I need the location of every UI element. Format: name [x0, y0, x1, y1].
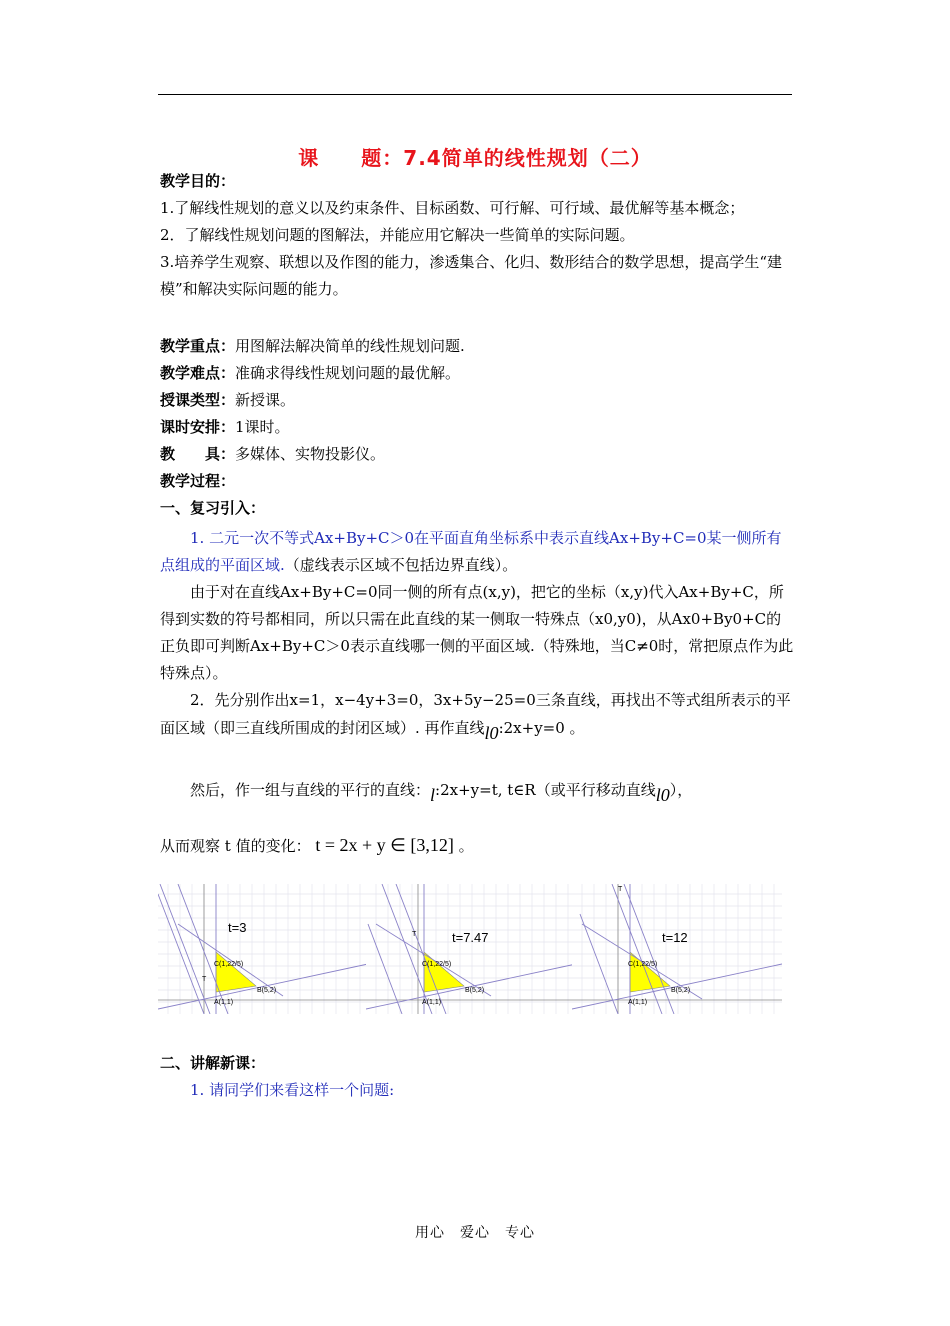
- point-a-label: A(1,1): [628, 999, 648, 1006]
- section1-body: [160, 525, 794, 742]
- graph-figure-t3: [158, 884, 368, 1014]
- point-c-label: C(1,22/5): [214, 961, 244, 968]
- meta-block: [160, 333, 794, 522]
- header-rule: [158, 94, 792, 95]
- meta-row: 授课类型：新授课。: [160, 391, 296, 409]
- figure-label: t=12: [662, 930, 688, 945]
- figure-label: t=7.47: [452, 930, 489, 945]
- meta-row: 课时安排：1课时。: [160, 418, 290, 436]
- page-title: 课 题：7.4简单的线性规划（二）: [298, 146, 652, 170]
- figure-label: t=3: [228, 920, 247, 935]
- process-heading: 教学过程：: [160, 472, 236, 490]
- axis-t-label: T: [618, 886, 623, 893]
- review-point-1-explain: 由于对在直线Ax+By+C=0同一侧的所有点(x,y)，把它的坐标（x,y)代入Ax+By+C，所得到实数的符号都相同，所以只需在此直线的某一侧取一特殊点（x0,y0)，从Ax0+By0+C的正负即可判断Ax+By+C＞0表示直线哪一侧的平面区域.（特殊地，当C≠0时，常把原点作为此特殊点）。: [160, 583, 794, 682]
- axis-t-label: T: [412, 931, 417, 938]
- point-a-label: A(1,1): [214, 999, 234, 1006]
- meta-row: 教学难点：准确求得线性规划问题的最优解。: [160, 364, 461, 382]
- section2-block: [160, 1050, 794, 1104]
- review-point-2: 2．先分别作出x=1，x−4y+3=0，3x+5y−25=0三条直线，再找出不等式组所表示的平面区域（即三直线所围成的封闭区域）. 再作直线l0:2x+y=0 。: [160, 691, 791, 743]
- observe-line: 从而观察 t 值的变化： t = 2x + y ∈ [3,12] 。: [160, 835, 474, 855]
- section1-heading: 一、复习引入：: [160, 499, 266, 517]
- point-b-label: B(5,2): [465, 987, 485, 994]
- objectives-heading: 教学目的：: [160, 172, 236, 190]
- point-c-label: C(1,22/5): [628, 961, 658, 968]
- point-c-label: C(1,22/5): [422, 961, 452, 968]
- point-b-label: B(5,2): [671, 987, 691, 994]
- objective-item: 3.培养学生观察、联想以及作图的能力，渗透集合、化归、数形结合的数学思想，提高学生“建模”和解决实际问题的能力。: [160, 253, 782, 298]
- meta-row: 教学重点：用图解法解决简单的线性规划问题.: [160, 337, 465, 355]
- range-formula: t = 2x + y ∈ [3,12]: [315, 835, 454, 855]
- objectives-block: [160, 168, 794, 303]
- parallel-lines-line: 然后，作一组与直线的平行的直线：l:2x+y=t, t∈R（或平行移动直线l0），: [190, 781, 693, 805]
- axis-t-label: T: [202, 976, 207, 983]
- graph-figure-t12: [572, 884, 782, 1014]
- section2-heading: 二、讲解新课：: [160, 1054, 266, 1072]
- point-a-label: A(1,1): [422, 999, 442, 1006]
- objective-item: 2．了解线性规划问题的图解法，并能应用它解决一些简单的实际问题。: [160, 226, 635, 244]
- objective-item: 1.了解线性规划的意义以及约束条件、目标函数、可行解、可行域、最优解等基本概念；: [160, 199, 745, 217]
- graph-figure-t747: [366, 884, 576, 1014]
- meta-row: 教 具：多媒体、实物投影仪。: [160, 445, 386, 463]
- page-footer: 用心 爱心 专心: [415, 1225, 535, 1241]
- point-b-label: B(5,2): [257, 987, 277, 994]
- section2-item: 1. 请同学们来看这样一个问题:: [190, 1081, 395, 1099]
- review-point-1: 1. 二元一次不等式Ax+By+C＞0在平面直角坐标系中表示直线Ax+By+C=0某一侧所有点组成的平面区域.（虚线表示区域不包括边界直线）。: [160, 529, 782, 574]
